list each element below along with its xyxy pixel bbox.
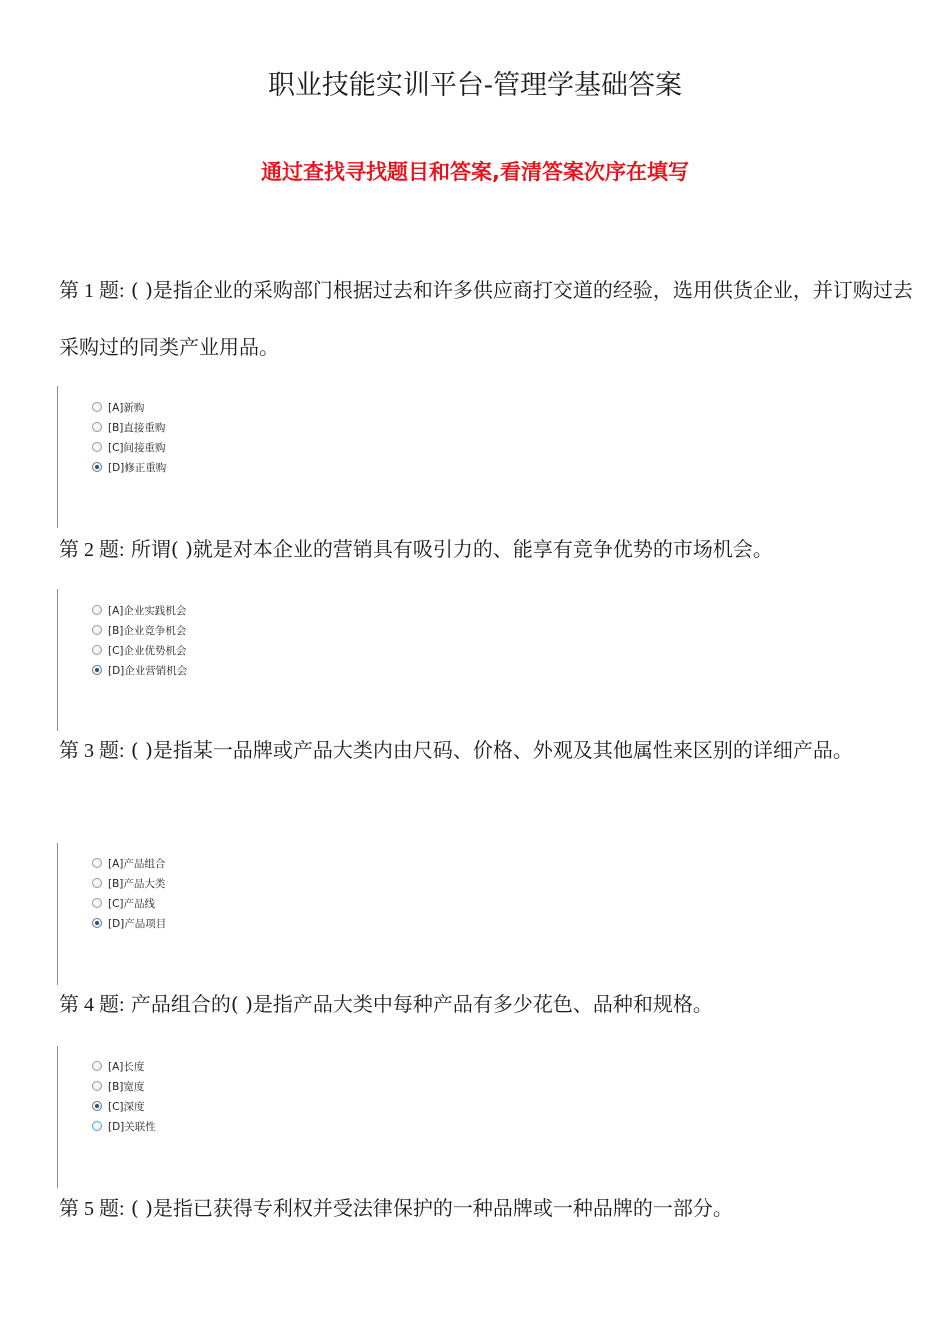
option-label: [B]产品大类 <box>108 877 166 890</box>
radio-button[interactable] <box>92 605 102 615</box>
radio-button-selected[interactable] <box>92 665 102 675</box>
options-q2 <box>57 589 258 731</box>
option-q2-d[interactable] <box>92 660 187 680</box>
page-title: 职业技能实训平台-管理学基础答案 <box>267 70 683 101</box>
option-label: [A]企业实践机会 <box>108 604 187 617</box>
options-q3 <box>57 843 258 985</box>
question-number: 第 3 题: <box>59 740 125 762</box>
question-3 <box>59 722 919 779</box>
question-5 <box>59 1180 919 1237</box>
radio-button-selected[interactable] <box>92 1101 102 1111</box>
option-q3-a[interactable] <box>92 853 165 873</box>
option-q3-c[interactable] <box>92 893 155 913</box>
question-number: 第 4 题: <box>59 994 125 1016</box>
question-number: 第 1 题: <box>59 280 125 302</box>
option-label: [B]宽度 <box>108 1080 145 1093</box>
option-q1-b[interactable] <box>92 417 165 437</box>
options-q1 <box>57 386 258 528</box>
option-label: [C]间接重购 <box>108 441 166 454</box>
radio-button-selected[interactable] <box>92 462 102 472</box>
radio-button[interactable] <box>92 878 102 888</box>
radio-button[interactable] <box>92 1081 102 1091</box>
option-q3-b[interactable] <box>92 873 165 893</box>
question-4 <box>59 976 919 1033</box>
option-label: [C]深度 <box>108 1100 145 1113</box>
option-label: [A]产品组合 <box>108 857 166 870</box>
page-subtitle: 通过查找寻找题目和答案,看清答案次序在填写 <box>261 160 689 184</box>
option-q4-d[interactable] <box>92 1116 156 1136</box>
question-text: 所谓( )就是对本企业的营销具有吸引力的、能享有竞争优势的市场机会。 <box>130 537 773 561</box>
option-q2-c[interactable] <box>92 640 187 660</box>
question-text: ( )是指已获得专利权并受法律保护的一种品牌或一种品牌的一部分。 <box>130 1196 733 1220</box>
option-label: [B]企业竞争机会 <box>108 624 187 637</box>
option-q2-b[interactable] <box>92 620 186 640</box>
question-text: ( )是指某一品牌或产品大类内由尺码、价格、外观及其他属性来区别的详细产品。 <box>130 738 853 762</box>
option-label: [C]企业优势机会 <box>108 644 187 657</box>
question-1 <box>59 262 919 375</box>
option-label: [D]关联性 <box>108 1120 156 1133</box>
question-2 <box>59 521 919 578</box>
option-q4-a[interactable] <box>92 1056 144 1076</box>
radio-button[interactable] <box>92 898 102 908</box>
question-number: 第 5 题: <box>59 1198 125 1220</box>
radio-button[interactable] <box>92 625 102 635</box>
radio-button[interactable] <box>92 1061 102 1071</box>
option-q3-d[interactable] <box>92 913 166 933</box>
question-text: ( )是指企业的采购部门根据过去和许多供应商打交道的经验，选用供货企业，并订购过去采购过的同类产业用品。 <box>59 278 913 359</box>
radio-button[interactable] <box>92 422 102 432</box>
option-label: [C]产品线 <box>108 897 156 910</box>
radio-button-focused[interactable] <box>92 1121 102 1131</box>
options-q4 <box>57 1046 258 1188</box>
option-label: [A]长度 <box>108 1060 145 1073</box>
option-q1-d[interactable] <box>92 457 166 477</box>
option-label: [D]修正重购 <box>108 461 167 474</box>
option-q2-a[interactable] <box>92 600 186 620</box>
option-label: [D]产品项目 <box>108 917 167 930</box>
question-number: 第 2 题: <box>59 539 125 561</box>
option-q1-c[interactable] <box>92 437 166 457</box>
option-label: [B]直接重购 <box>108 421 166 434</box>
option-label: [A]新购 <box>108 401 145 414</box>
option-q1-a[interactable] <box>92 397 144 417</box>
radio-button-selected[interactable] <box>92 918 102 928</box>
option-q4-c[interactable] <box>92 1096 145 1116</box>
radio-button[interactable] <box>92 402 102 412</box>
question-text: 产品组合的( )是指产品大类中每种产品有多少花色、品种和规格。 <box>130 992 713 1016</box>
option-label: [D]企业营销机会 <box>108 664 188 677</box>
option-q4-b[interactable] <box>92 1076 144 1096</box>
radio-button[interactable] <box>92 858 102 868</box>
radio-button[interactable] <box>92 645 102 655</box>
radio-button[interactable] <box>92 442 102 452</box>
